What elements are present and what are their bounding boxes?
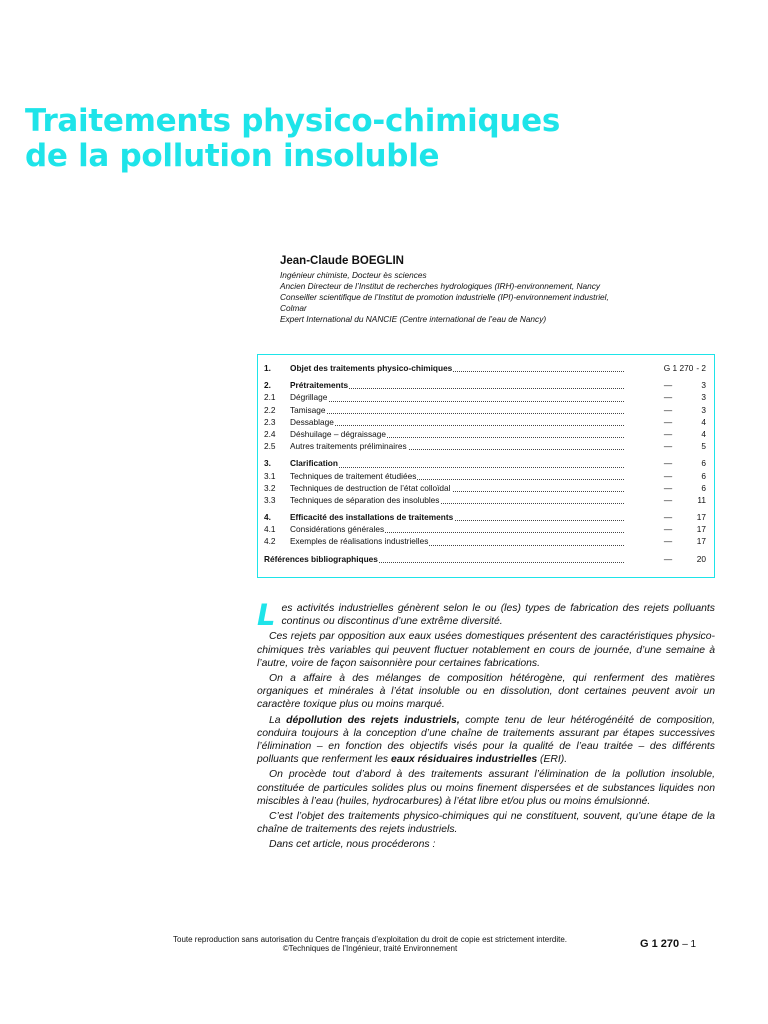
author-line: Colmar (280, 303, 307, 313)
toc-leader-dots (290, 467, 624, 468)
toc-entry-label (264, 553, 624, 565)
toc-page-prefix: — (663, 470, 673, 481)
toc-entry-title: Références bibliographiques (264, 553, 378, 564)
toc-page-number: 17 (696, 512, 706, 523)
toc-page-number: 6 (701, 470, 706, 481)
toc-page-number: 20 (696, 553, 706, 564)
toc-page-number: 6 (701, 458, 706, 469)
toc-entry-page (624, 553, 706, 565)
toc-entry (264, 523, 706, 535)
author-block (280, 255, 730, 325)
toc-entry (264, 470, 706, 482)
paragraph-text: es activités industrielles génèrent selon le ou (les) types de fabrication des rejets polluants continus ou discontinus d’une extrême diversité. (281, 603, 715, 628)
toc-entry (264, 428, 706, 440)
page-number: – 1 (682, 939, 697, 950)
toc-entry-page (624, 457, 706, 469)
article-title (25, 104, 560, 174)
toc-page-prefix: — (663, 441, 673, 452)
drop-cap: L (257, 598, 276, 632)
toc-leader-dots (290, 425, 624, 426)
toc-entry (264, 379, 706, 391)
toc-entry (264, 440, 706, 452)
toc-entry (264, 482, 706, 494)
toc-entry-page (624, 494, 706, 506)
toc-entry-page (624, 440, 706, 452)
toc-entry-title: Techniques de traitement étudiées (290, 470, 417, 481)
toc-entry-title: Dégrillage (290, 392, 328, 403)
toc-entry-label (290, 440, 624, 452)
toc-page-number: 5 (701, 441, 706, 452)
toc-entry-number: 2.4 (264, 428, 276, 439)
paragraph: Ces rejets par opposition aux eaux usées domestiques présentent des caractéristiques physico-chimiques très variables qui peuvent fluctuer notablement en cours de journée, d’une semaine à l’autre, voire de façon saisonnière pour certaines fabrications. (257, 631, 715, 669)
toc-page-number: - 2 (696, 363, 706, 373)
toc-entry-label (290, 470, 624, 482)
toc-entry-page (624, 535, 706, 547)
paragraph: On a affaire à des mélanges de composition hétérogène, qui renferment des matières organiques et minérales à l’état insoluble ou en dissolution, dont certaines peuvent avoir un caractère toxique plus ou moins marqué. (257, 673, 715, 711)
toc-entry-number: 2.3 (264, 416, 276, 427)
toc-page-prefix: — (663, 416, 673, 427)
paragraph: C’est l’objet des traitements physico-chimiques qui ne constituent, souvent, qu’une étape de la chaîne de traitements des rejets industriels. (257, 811, 715, 836)
toc-entry-label (290, 379, 624, 391)
toc-page-number: 4 (701, 416, 706, 427)
toc-entry-title: Prétraitements (290, 380, 349, 391)
page-reference (640, 938, 696, 950)
toc-entry-page (624, 416, 706, 428)
toc-entry-title: Exemples de réalisations industrielles (290, 536, 429, 547)
toc-entry (264, 553, 706, 565)
copyright-line: ©Techniques de l’Ingénieur, traité Environnement (282, 944, 458, 953)
toc-entry-label (290, 457, 624, 469)
toc-entry (264, 391, 706, 403)
toc-page-number: 3 (701, 380, 706, 391)
toc-entry-label (290, 511, 624, 523)
toc-entry-number: 2.5 (264, 441, 276, 452)
paragraph (257, 714, 715, 767)
toc-page-number: 3 (701, 392, 706, 403)
toc-entry-page (624, 511, 706, 523)
toc-entry-page (624, 404, 706, 416)
article-title-line2: de la pollution insoluble (25, 138, 440, 174)
toc-page-number: 6 (701, 482, 706, 493)
toc-entry-number: 2. (264, 380, 271, 391)
emphasis: dépollution des rejets industriels, (286, 714, 460, 726)
author-line: Ancien Directeur de l’Institut de recherches hydrologiques (IRH)-environnement, Nancy (280, 281, 601, 291)
toc-page-number: 17 (696, 524, 706, 535)
toc-page-prefix: — (663, 458, 673, 469)
toc-page-prefix: — (663, 482, 673, 493)
toc-page-number: 11 (697, 494, 706, 505)
toc-entry-number: 3. (264, 458, 271, 469)
toc-entry-page (624, 470, 706, 482)
toc-entry-number: 4. (264, 512, 271, 523)
toc-page-prefix: — (663, 404, 673, 415)
toc-entry-page (624, 523, 706, 535)
author-name: Jean-Claude BOEGLIN (280, 255, 404, 267)
toc-entry-title: Techniques de séparation des insolubles (290, 494, 440, 505)
toc-page-prefix: — (663, 428, 673, 439)
toc-entry-label (290, 391, 624, 403)
toc-entry-number: 3.1 (264, 470, 276, 481)
toc-entry-label (290, 428, 624, 440)
author-line: Conseiller scientifique de l’Institut de promotion industrielle (IPI)-environnement industriel, (280, 292, 609, 302)
toc-entry-number: 2.1 (264, 392, 276, 403)
toc-page-prefix: — (663, 392, 673, 403)
toc-entry-number: 2.2 (264, 404, 276, 415)
toc-entry-title: Clarification (290, 458, 338, 469)
paragraph: On procède tout d’abord à des traitements assurant l’élimination de la pollution insoluble, constituée de particules solides plus ou moins finement dispersées et de substances liquides non miscibles à l’eau (huiles, hydrocarbures) à l’état libre et/ou plus ou moins émulsionné. (257, 769, 715, 807)
toc-entry-title: Techniques de destruction de l’état colloïdal (290, 482, 451, 493)
toc-entry-number: 4.1 (264, 524, 276, 535)
toc-entry-title: Efficacité des installations de traitements (290, 512, 454, 523)
toc-entry-page (624, 379, 706, 391)
toc-entry-number: 3.2 (264, 482, 276, 493)
paragraph (257, 598, 715, 632)
copyright-notice (130, 935, 610, 953)
author-line: Ingénieur chimiste, Docteur ès sciences (280, 270, 427, 280)
toc-page-prefix: — (663, 536, 673, 547)
toc-entry-title: Autres traitements préliminaires (290, 441, 407, 452)
toc-entry-title: Considérations générales (290, 524, 385, 535)
toc-entry-label (290, 362, 624, 374)
toc-entry (264, 457, 706, 469)
toc-page-prefix: G 1 270 (663, 363, 694, 373)
toc-entry-title: Déshuilage – dégraissage (290, 428, 386, 439)
toc-page-prefix: — (663, 553, 673, 564)
paragraph: Dans cet article, nous procéderons : (269, 839, 436, 851)
toc-entry-page (624, 391, 706, 403)
toc-entry-number: 3.3 (264, 494, 276, 505)
toc-entry-label (290, 535, 624, 547)
toc-entry-title: Tamisage (290, 404, 326, 415)
toc-page-number: 3 (701, 404, 706, 415)
toc-entry-title: Objet des traitements physico-chimiques (290, 363, 453, 373)
toc-entry-number: 4.2 (264, 536, 276, 547)
toc-page-prefix: — (663, 524, 673, 535)
toc-leader-dots (290, 401, 624, 402)
copyright-line: Toute reproduction sans autorisation du Centre français d’exploitation du droit de copie est strictement interdite. (173, 935, 567, 944)
article-title-line1: Traitements physico-chimiques (25, 103, 560, 139)
toc-entry (264, 416, 706, 428)
toc-entry-label (290, 404, 624, 416)
toc-entry-page (624, 482, 706, 494)
document-code: G 1 270 (640, 938, 680, 950)
toc-entry (264, 511, 706, 523)
paragraph-text: compte tenu de leur hétérogénéité de composition, conduira toujours à la conception d’une chaîne de traitements assurant par étapes successives l’élimination – en fonction des objectifs visés pour la qualité de l’eau traitée – des différents polluants que renferment les (257, 714, 716, 766)
toc-entry-page (624, 428, 706, 440)
paragraph-text: (ERI). (537, 754, 568, 766)
toc-page-number: 4 (701, 428, 706, 439)
paragraph-text: La (269, 714, 287, 726)
toc-page-prefix: — (663, 494, 673, 505)
toc-entry-title: Dessablage (290, 416, 334, 427)
toc-entry (264, 404, 706, 416)
toc-entry (264, 494, 706, 506)
toc-entry (264, 535, 706, 547)
toc-leader-dots (290, 413, 624, 414)
article-body (257, 598, 716, 854)
toc-entry-label (290, 523, 624, 535)
author-line: Expert International du NANCIE (Centre international de l’eau de Nancy) (280, 314, 547, 324)
table-of-contents (257, 354, 715, 578)
toc-entry-page (624, 362, 706, 374)
toc-entry-label (290, 416, 624, 428)
toc-entry-label (290, 482, 624, 494)
toc-page-number: 17 (696, 536, 706, 547)
toc-page-prefix: — (663, 380, 673, 391)
toc-entry (264, 362, 706, 374)
toc-page-prefix: — (663, 512, 673, 523)
toc-entry-label (290, 494, 624, 506)
emphasis: eaux résiduaires industrielles (391, 754, 538, 766)
toc-entry-number: 1. (264, 363, 271, 373)
